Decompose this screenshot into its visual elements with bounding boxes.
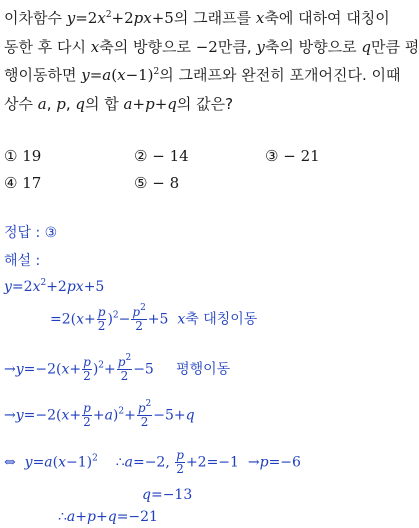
question-line-3: 행이동하면 $y=a(x-1)^2$의 그래프와 완전히 포개어진다. 이때 <box>4 66 401 84</box>
fraction-p-over-2: $\frac{p}{2}$ <box>176 448 184 476</box>
explanation-eq-4: →y=−2(x+ $\frac{p}{2}$ +a)$^2$+ $\frac{p^2}{2}$ −5+q <box>4 399 195 429</box>
explanation-eq-5: ⇔ $y=a(x-1)^2$ ∴a=−2, $\frac{p}{2}$ +2=−1 →p=−6 <box>4 448 301 476</box>
fraction-p-squared-over-2: $\frac{p^2}{2}$ <box>117 353 132 383</box>
fraction-p-squared-over-2: $\frac{p^2}{2}$ <box>137 399 152 429</box>
explanation-eq-6: q=−13 <box>142 487 193 503</box>
explanation-eq-2: =2(x+ $\frac{p}{2}$ )$^2$− $\frac{p^2}{2}$ +5 x축 대칭이동 <box>50 303 258 333</box>
option-3[interactable]: ③ − 21 <box>265 147 320 165</box>
option-4[interactable]: ④ 17 <box>4 174 42 192</box>
option-1[interactable]: ① 19 <box>4 147 42 165</box>
fraction-p-over-2: $\frac{p}{2}$ <box>97 305 106 333</box>
question-line-2: 동한 후 다시 x축의 방향으로 −2만큼, y축의 방향으로 q만큼 평 <box>4 38 419 56</box>
explanation-eq-7: ∴a+p+q=−21 <box>58 509 158 525</box>
fraction-p-over-2: $\frac{p}{2}$ <box>83 355 91 383</box>
option-5[interactable]: ⑤ − 8 <box>134 174 180 192</box>
fraction-p-squared-over-2: $\frac{p^2}{2}$ <box>132 303 146 333</box>
explanation-label: 해설 : <box>4 253 41 269</box>
answer-line: 정답 : ③ <box>4 225 58 241</box>
explanation-eq-1: $y=2x^2+2px+5$ <box>4 278 105 295</box>
option-2[interactable]: ② − 14 <box>134 147 189 165</box>
explanation-eq-3: →y=−2(x+ $\frac{p}{2}$ )$^2$+ $\frac{p^2}{2}$ −5 평행이동 <box>4 353 231 383</box>
question-line-1: 이차함수 $y=2x^2+2px+5$의 그래프를 x축에 대하여 대칭이 <box>4 9 390 27</box>
question-line-4: 상수 a, p, q의 합 a+p+q의 값은? <box>4 95 234 113</box>
fraction-p-over-2: $\frac{p}{2}$ <box>83 401 91 429</box>
